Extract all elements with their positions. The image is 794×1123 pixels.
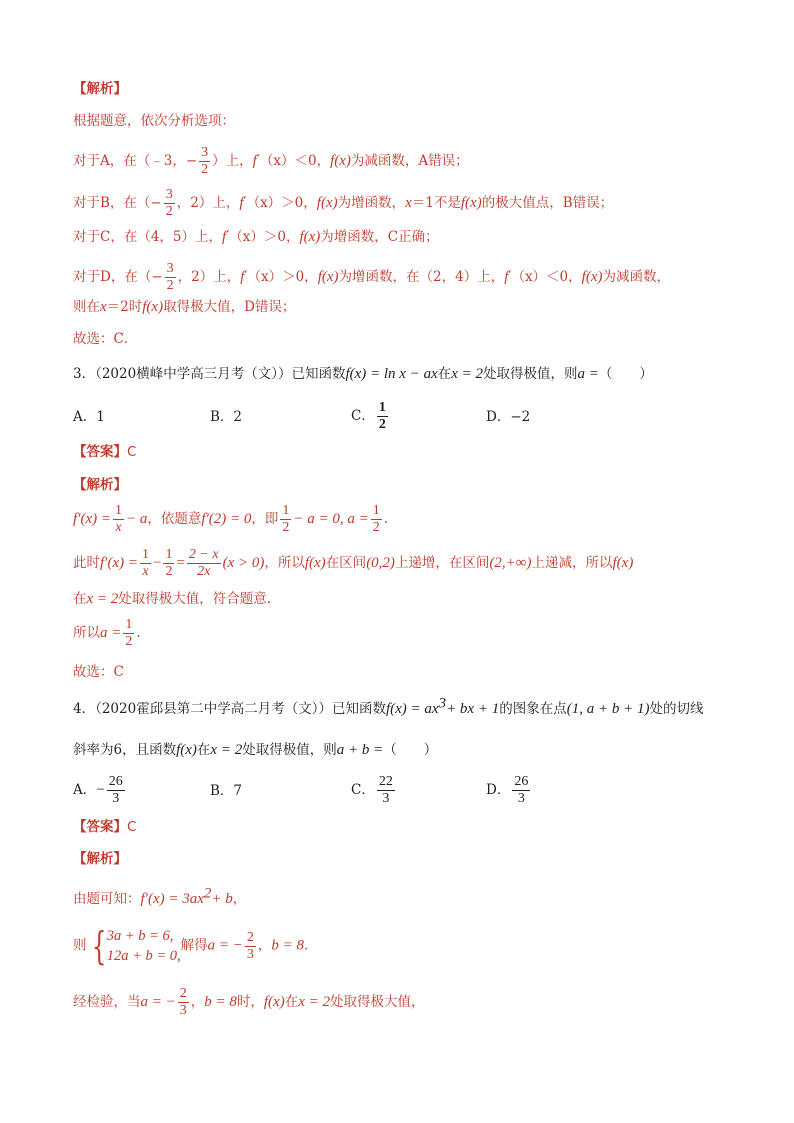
q4-analysis-line-2: 则 { 3a + b = 6, 12a + b = 0, 解得a = − $\frac{2}{3}$ ，b = 8. [73,924,309,968]
q3-option-d: D．−2 [486,409,531,425]
q3-analysis-line-3: 在x = 2处取得极大值，符合题意. [73,591,272,607]
q4-answer: 【答案】C [73,819,137,835]
analysis-conclusion: 则在x＝2时f(x)取得极大值，D错误； [73,299,296,315]
question-3-stem: 3．（2020横峰中学高三月考（文））已知函数f(x) = ln x − ax在x = 2处取得极值，则a =（ ） [73,366,653,382]
q3-analysis-line-2: 此时f′(x) = $\frac{1}{x}$ − $\frac{1}{2}$ = $\frac{2 - x}{2x}$ (x > 0)，所以f(x)在区间(0,2)上递增，在区间(2,+∞)上递减，所以f(x) [73,547,634,579]
q4-analysis-line-1: 由题可知：$f'(x) = 3ax^2+ b$， [73,885,247,907]
q3-option-a: A．1 [73,409,105,425]
q3-analysis-line-1: f′(x) = $\frac{1}{x}$ − a，依题意f′(2) = 0，即 $\frac{1}{2}$ − a = 0, a = $\frac{1}{2}$ . [73,503,389,535]
analysis-option-b: 对于B，在（− $\frac{3}{2}$ ，2）上，f′（x）＞0，f(x)为增函数，x＝1不是f(x)的极大值点，B错误； [73,187,614,219]
q4-option-c: C． $\frac{22}{3}$ [351,774,393,806]
q4-option-b: B．7 [210,783,243,799]
analysis-option-a: 对于A，在（﹣3，− $\frac{3}{2}$ ）上，f′（x）＜0，f(x)为减函数，A错误； [73,145,469,177]
analysis-label: 【解析】 [73,81,127,97]
analysis-option-c: 对于C，在（4，5）上，f′（x）＞0，f(x)为增函数，C正确； [73,229,439,245]
q3-analysis-label: 【解析】 [73,477,127,493]
analysis-choice: 故选：C． [73,331,138,347]
q3-analysis-line-4: 所以a = $\frac{1}{2}$ . [73,617,141,649]
q3-option-c: C． $\frac{1}{2}$ [351,400,386,432]
question-4-stem-line-2: 斜率为6，且函数f(x)在x = 2处取得极值，则a + b =（ ） [73,742,438,758]
q3-choice: 故选：C [73,664,124,680]
question-4-stem-line-1: 4．（2020霍邱县第二中学高二月考（文））已知函数$f(x) = ax^3+$ bx + 1的图象在点(1, a + b + 1)处的切线 [73,695,704,717]
q4-analysis-line-3: 经检验，当a = − $\frac{2}{3}$ ，b = 8时，f(x)在x = 2处取得极大值， [73,986,425,1018]
q4-option-d: D． $\frac{26}{3}$ [486,774,529,806]
analysis-option-d: 对于D，在（− $\frac{3}{2}$ ，2）上，f′（x）＞0，f(x)为增函数，在（2，4）上，f′（x）＜0，f(x)为减函数， [73,261,670,293]
analysis-intro: 根据题意，依次分析选项： [73,113,235,129]
q3-answer: 【答案】C [73,444,137,460]
q4-analysis-label: 【解析】 [73,851,127,867]
q3-option-b: B．2 [210,409,243,425]
q4-option-a: A．− $\frac{26}{3}$ [73,774,123,806]
